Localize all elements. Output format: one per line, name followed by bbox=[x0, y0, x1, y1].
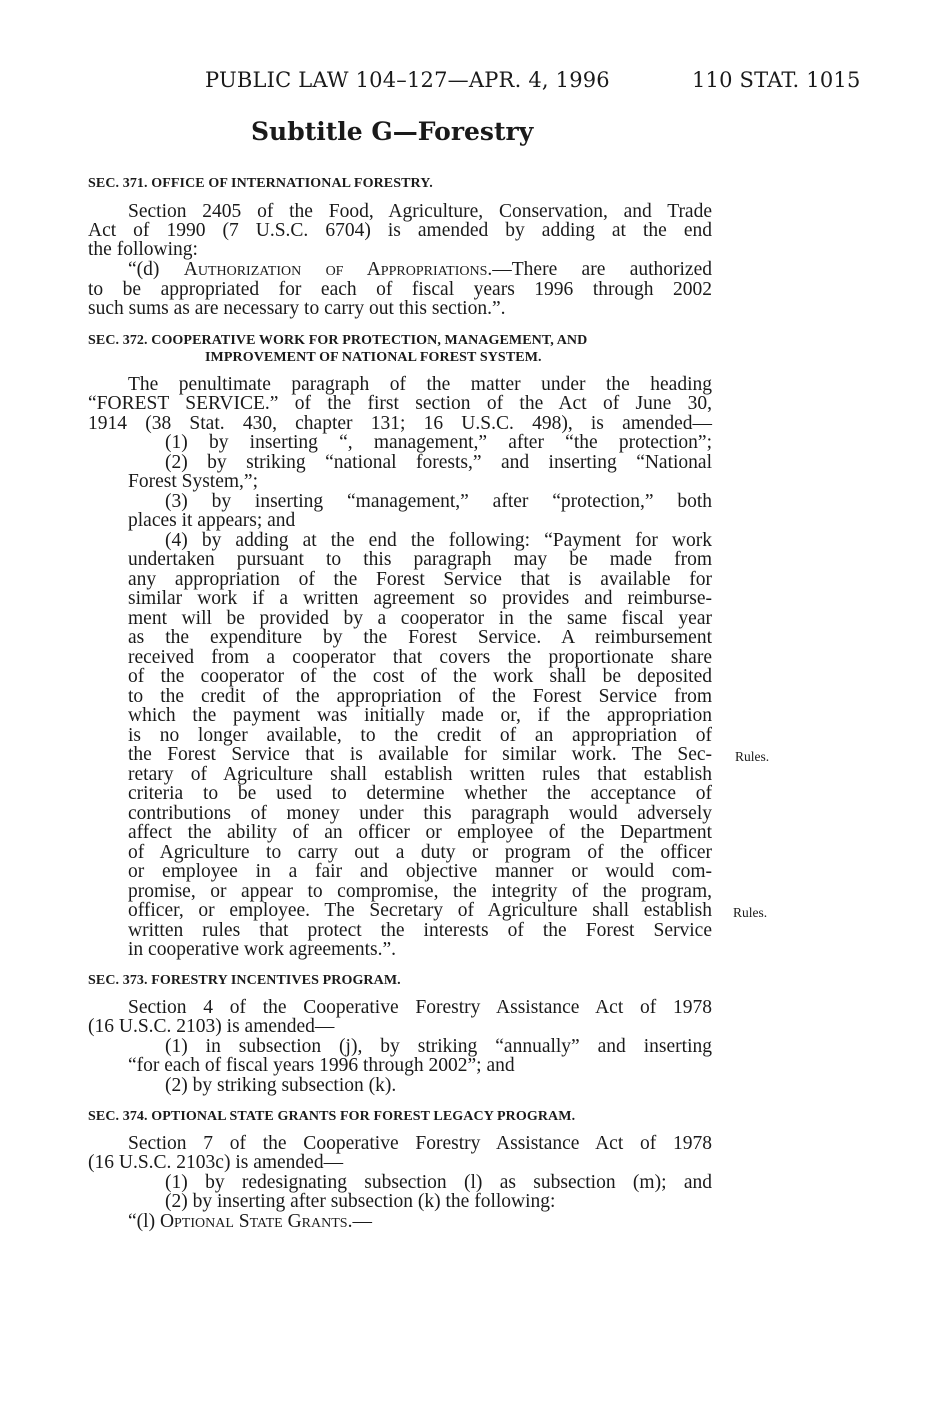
text-line: (1) by inserting “, management,” after “the protection”; bbox=[165, 432, 712, 453]
text-line: (2) by striking subsection (k). bbox=[165, 1075, 397, 1096]
text-line: to be appropriated for each of fiscal years 1996 through 2002 bbox=[88, 279, 712, 300]
section-372-heading-cont: IMPROVEMENT OF NATIONAL FOREST SYSTEM. bbox=[205, 350, 542, 365]
text-line: officer, or employee. The Secretary of Agriculture shall establish bbox=[128, 900, 712, 921]
text-line: (4) by adding at the end the following: “Payment for work bbox=[165, 530, 712, 551]
text-line: (16 U.S.C. 2103c) is amended— bbox=[88, 1152, 344, 1173]
running-header-left: PUBLIC LAW 104–127—APR. 4, 1996 bbox=[205, 68, 610, 92]
subsection-l-line: “(l) Optional State Grants.— bbox=[128, 1211, 372, 1232]
text-line: The penultimate paragraph of the matter under the heading bbox=[128, 374, 712, 395]
text-line: received from a cooperator that covers the proportionate share bbox=[128, 647, 712, 668]
text-line: Forest System,”; bbox=[128, 471, 258, 492]
text-line: the following: bbox=[88, 239, 198, 260]
text-line: 1914 (38 Stat. 430, chapter 131; 16 U.S.C. 498), is amended— bbox=[88, 413, 712, 434]
subsection-d-line: “(d) Authorization of Appropriations.—There are authorized bbox=[128, 259, 712, 280]
text-line: “for each of fiscal years 1996 through 2002”; and bbox=[128, 1055, 515, 1076]
text-line: (1) by redesignating subsection (l) as subsection (m); and bbox=[165, 1172, 712, 1193]
text-line: in cooperative work agreements.”. bbox=[128, 939, 397, 960]
text-line: written rules that protect the interests of the Forest Service bbox=[128, 920, 712, 941]
text-line: (2) by striking “national forests,” and inserting “National bbox=[165, 452, 712, 473]
text-line: Section 2405 of the Food, Agriculture, Conservation, and Trade bbox=[128, 201, 712, 222]
page-number: 110 STAT. 1015 bbox=[692, 68, 861, 92]
text-line: criteria to be used to determine whether the acceptance of bbox=[128, 783, 712, 804]
text-line: (2) by inserting after subsection (k) the following: bbox=[165, 1191, 556, 1212]
section-373-heading: SEC. 373. FORESTRY INCENTIVES PROGRAM. bbox=[88, 973, 401, 988]
subtitle-heading: Subtitle G—Forestry bbox=[251, 117, 534, 146]
margin-note-rules: Rules. bbox=[735, 749, 770, 764]
text-line: of Agriculture to carry out a duty or program of the officer bbox=[128, 842, 712, 863]
text-line: similar work if a written agreement so provides and reimburse- bbox=[128, 588, 712, 609]
text-line: which the payment was initially made or, if the appropriation bbox=[128, 705, 712, 726]
text-line: Act of 1990 (7 U.S.C. 6704) is amended by adding at the end bbox=[88, 220, 712, 241]
section-372-heading: SEC. 372. COOPERATIVE WORK FOR PROTECTION, MANAGEMENT, AND bbox=[88, 333, 588, 348]
text-line: Section 4 of the Cooperative Forestry Assistance Act of 1978 bbox=[128, 997, 712, 1018]
text-line: (3) by inserting “management,” after “protection,” both bbox=[165, 491, 712, 512]
section-371-heading: SEC. 371. OFFICE OF INTERNATIONAL FORESTRY. bbox=[88, 176, 433, 191]
text-line: as the expenditure by the Forest Service. A reimbursement bbox=[128, 627, 712, 648]
text-line: Section 7 of the Cooperative Forestry Assistance Act of 1978 bbox=[128, 1133, 712, 1154]
text-line: (1) in subsection (j), by striking “annually” and inserting bbox=[165, 1036, 712, 1057]
text-line: (16 U.S.C. 2103) is amended— bbox=[88, 1016, 335, 1037]
text-line: contributions of money under this paragraph would adversely bbox=[128, 803, 712, 824]
text-line: “FOREST SERVICE.” of the first section of the Act of June 30, bbox=[88, 393, 712, 414]
text-line: affect the ability of an officer or employee of the Department bbox=[128, 822, 712, 843]
text-line: undertaken pursuant to this paragraph may be made from bbox=[128, 549, 712, 570]
text-line: places it appears; and bbox=[128, 510, 296, 531]
text-line: the Forest Service that is available for similar work. The Sec- bbox=[128, 744, 712, 765]
text-line: promise, or appear to compromise, the integrity of the program, bbox=[128, 881, 712, 902]
margin-note-rules: Rules. bbox=[733, 905, 768, 920]
text-line: such sums as are necessary to carry out this section.”. bbox=[88, 298, 506, 319]
text-line: or employee in a fair and objective manner or would com- bbox=[128, 861, 712, 882]
text-line: any appropriation of the Forest Service that is available for bbox=[128, 569, 712, 590]
text-line: of the cooperator of the cost of the work shall be deposited bbox=[128, 666, 712, 687]
text-line: is no longer available, to the credit of an appropriation of bbox=[128, 725, 712, 746]
text-line: retary of Agriculture shall establish written rules that establish bbox=[128, 764, 712, 785]
section-374-heading: SEC. 374. OPTIONAL STATE GRANTS FOR FOREST LEGACY PROGRAM. bbox=[88, 1109, 576, 1124]
text-line: ment will be provided by a cooperator in the same fiscal year bbox=[128, 608, 712, 629]
text-line: to the credit of the appropriation of the Forest Service from bbox=[128, 686, 712, 707]
